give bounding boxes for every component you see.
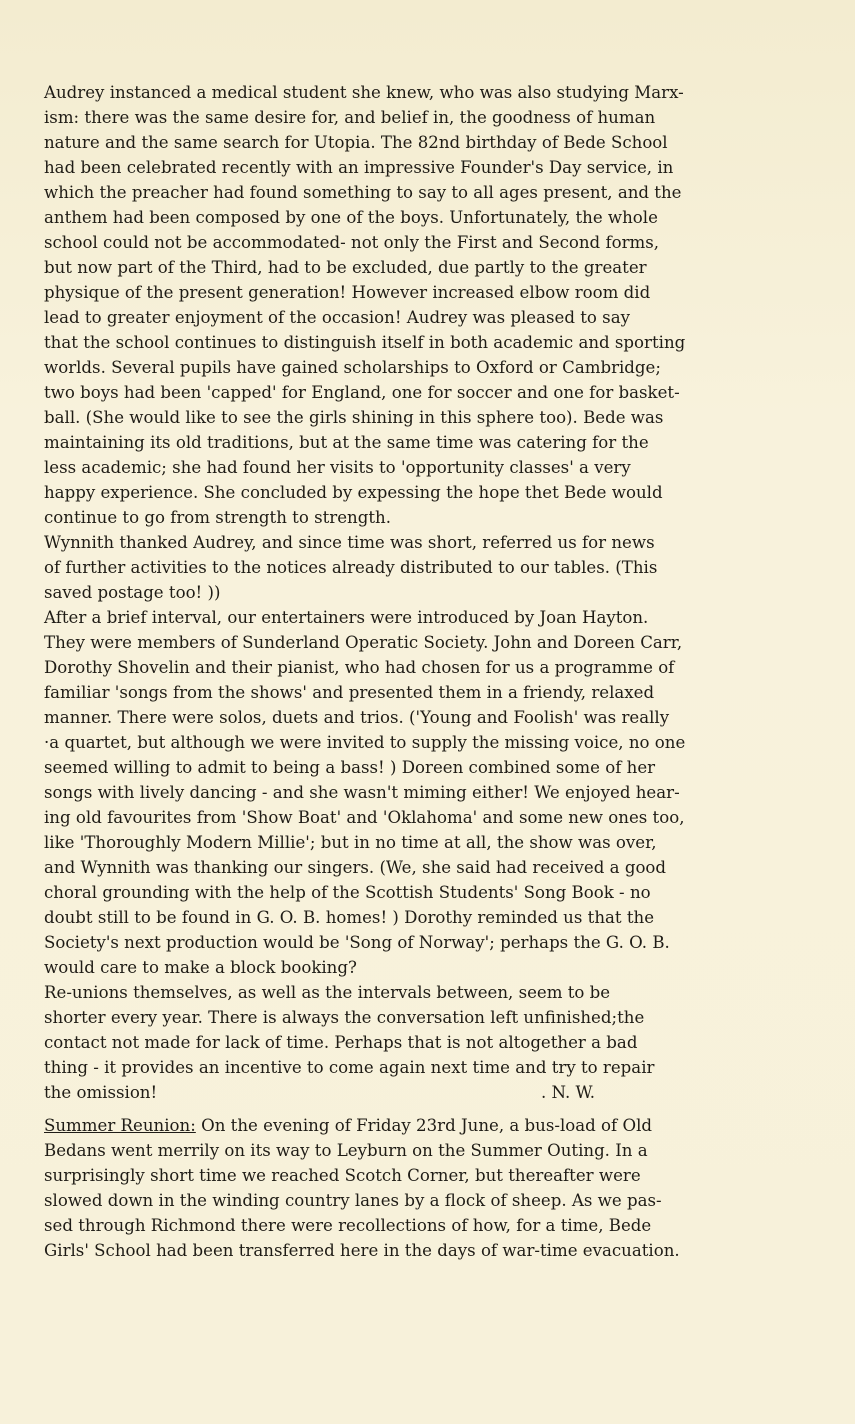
text-line: two boys had been 'capped' for England, one for soccer and one for basket- — [44, 383, 680, 402]
text-line: slowed down in the winding country lanes by a flock of sheep. As we pas- — [44, 1191, 662, 1210]
text-line: shorter every year. There is always the conversation left unfinished;the — [44, 1008, 645, 1027]
text-line: Bedans went merrily on its way to Leyburn on the Summer Outing. In a — [44, 1141, 648, 1160]
text-line: They were members of Sunderland Operatic Society. John and Doreen Carr, — [44, 633, 683, 652]
text-line: school could not be accommodated- not only the First and Second forms, — [44, 233, 660, 252]
text-line: like 'Thoroughly Modern Millie'; but in no time at all, the show was over, — [44, 833, 657, 852]
text-line: After a brief interval, our entertainers were introduced by Joan Hayton. — [44, 608, 649, 627]
summer-reunion-first-line — [44, 1113, 814, 1138]
text-line: songs with lively dancing - and she wasn't miming either! We enjoyed hear- — [44, 783, 680, 802]
text-line: would care to make a block booking? — [44, 958, 357, 977]
text-line: thing - it provides an incentive to come again next time and try to repair — [44, 1058, 655, 1077]
signature-initials: . N. W. — [541, 1083, 595, 1102]
text-line: the omission! — [44, 1083, 158, 1102]
text-line: ball. (She would like to see the girls shining in this sphere too). Bede was — [44, 408, 664, 427]
text-line: sed through Richmond there were recollections of how, for a time, Bede — [44, 1216, 652, 1235]
text-line: seemed willing to admit to being a bass! ) Doreen combined some of her — [44, 758, 656, 777]
text-line: Dorothy Shovelin and their pianist, who had chosen for us a programme of — [44, 658, 675, 677]
text-line: Audrey instanced a medical student she knew, who was also studying Marx- — [44, 83, 684, 102]
text-line: nature and the same search for Utopia. The 82nd birthday of Bede School — [44, 133, 668, 152]
text-line: of further activities to the notices already distributed to our tables. (This — [44, 558, 658, 577]
summer-reunion-heading: Summer Reunion: — [44, 1116, 196, 1135]
text-line: worlds. Several pupils have gained scholarships to Oxford or Cambridge; — [44, 358, 661, 377]
text-line: maintaining its old traditions, but at the same time was catering for the — [44, 433, 649, 452]
last-line-with-signature — [44, 1080, 814, 1105]
text-line: continue to go from strength to strength. — [44, 508, 391, 527]
text-line: On the evening of Friday 23rd June, a bus-load of Old — [195, 1116, 653, 1135]
text-line: ism: there was the same desire for, and belief in, the goodness of human — [44, 108, 656, 127]
text-line: doubt still to be found in G. O. B. homes! ) Dorothy reminded us that the — [44, 908, 655, 927]
text-line: Girls' School had been transferred here in the days of war-time evacuation. — [44, 1241, 680, 1260]
text-line: surprisingly short time we reached Scotch Corner, but thereafter were — [44, 1166, 641, 1185]
text-line: contact not made for lack of time. Perhaps that is not altogether a bad — [44, 1033, 638, 1052]
text-line: familiar 'songs from the shows' and presented them in a friendy, relaxed — [44, 683, 655, 702]
text-line: manner. There were solos, duets and trios. ('Young and Foolish' was really — [44, 708, 670, 727]
text-line: and Wynnith was thanking our singers. (We, she said had received a good — [44, 858, 667, 877]
text-line: which the preacher had found something to say to all ages present, and the — [44, 183, 682, 202]
body-text — [44, 80, 814, 1263]
text-line: choral grounding with the help of the Scottish Students' Song Book - no — [44, 883, 651, 902]
paragraph-gap — [44, 1105, 814, 1113]
text-line: lead to greater enjoyment of the occasion! Audrey was pleased to say — [44, 308, 630, 327]
text-line: but now part of the Third, had to be excluded, due partly to the greater — [44, 258, 647, 277]
text-line: happy experience. She concluded by expessing the hope thet Bede would — [44, 483, 663, 502]
text-line: Wynnith thanked Audrey, and since time was short, referred us for news — [44, 533, 655, 552]
text-line: ing old favourites from 'Show Boat' and 'Oklahoma' and some new ones too, — [44, 808, 685, 827]
text-line: that the school continues to distinguish itself in both academic and sporting — [44, 333, 686, 352]
text-line: less academic; she had found her visits to 'opportunity classes' a very — [44, 458, 631, 477]
text-line: had been celebrated recently with an impressive Founder's Day service, in — [44, 158, 674, 177]
text-line: saved postage too! )) — [44, 583, 221, 602]
text-line: anthem had been composed by one of the boys. Unfortunately, the whole — [44, 208, 658, 227]
text-line: Re-unions themselves, as well as the intervals between, seem to be — [44, 983, 611, 1002]
text-line: physique of the present generation! However increased elbow room did — [44, 283, 651, 302]
text-line: Society's next production would be 'Song of Norway'; perhaps the G. O. B. — [44, 933, 670, 952]
text-line: ·a quartet, but although we were invited to supply the missing voice, no one — [44, 733, 686, 752]
